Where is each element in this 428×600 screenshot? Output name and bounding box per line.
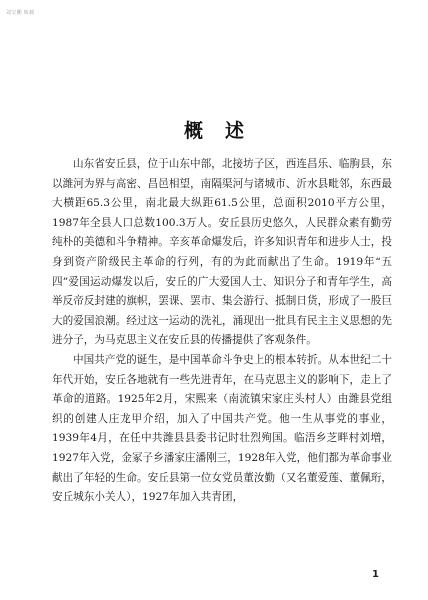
chapter-title-char-2: 述 bbox=[225, 120, 245, 142]
paragraph-2: 中国共产党的诞生，是中国革命斗争史上的根本转折。从本世纪二十年代开始，安丘各地就有一些先进青年，在马克思主义的影响下，走上了革命的道路。1925年2月，宋熙来（南流镇宋家庄头村人）由潍县党组织的创建人庄龙甲介绍，加入了中国共产党。他一生从事党的事业，1939年4月，在任中共潍县县委书记时壮烈殉国。临浯乡芝畔村刘増，1927年入党，金冢子乡潘家庄潘刚三，1928年入党，他们都为革命事业献出了年轻的生命。安丘县第一位女党员董汝勤（又名董爱莲、董佩珩，安丘城东小关人），1927年加入共青团， bbox=[52, 353, 392, 504]
chapter-title-char-1: 概 bbox=[183, 120, 203, 142]
page-number: 1 bbox=[372, 569, 379, 580]
body-text bbox=[52, 155, 392, 508]
paragraph-1: 山东省安丘县，位于山东中部，北接坊子区，西连昌乐、临朐县，东以潍河为界与高密、昌邑相望，南隔渠河与诸城市、沂水县毗邻，东西最大横距65.3公里，南北最大纵距61.5公里，总面积2010平方公里，1987年全县人口总数100.3万人。安丘县历史悠久，人民群众素有勤劳纯朴的美德和斗争精神。辛亥革命爆发后，许多知识青年和进步人士，投身到资产阶级民主革命的行列，有的为此而献出了生命。1919年“五四”爱国运动爆发以后，安丘的广大爱国人士、知识分子和青年学生，高举反帝反封建的旗帜，罢课、罢市、集会游行、抵制日货，形成了一股巨大的爱国浪潮。经过这一运动的洗礼，涌现出一批具有民主主义思想的先进分子，为马克思主义在安丘县的传播提供了客观条件。 bbox=[52, 158, 392, 347]
scan-watermark: 刘宝鹏 转载 bbox=[6, 10, 35, 16]
chapter-title bbox=[0, 116, 428, 143]
